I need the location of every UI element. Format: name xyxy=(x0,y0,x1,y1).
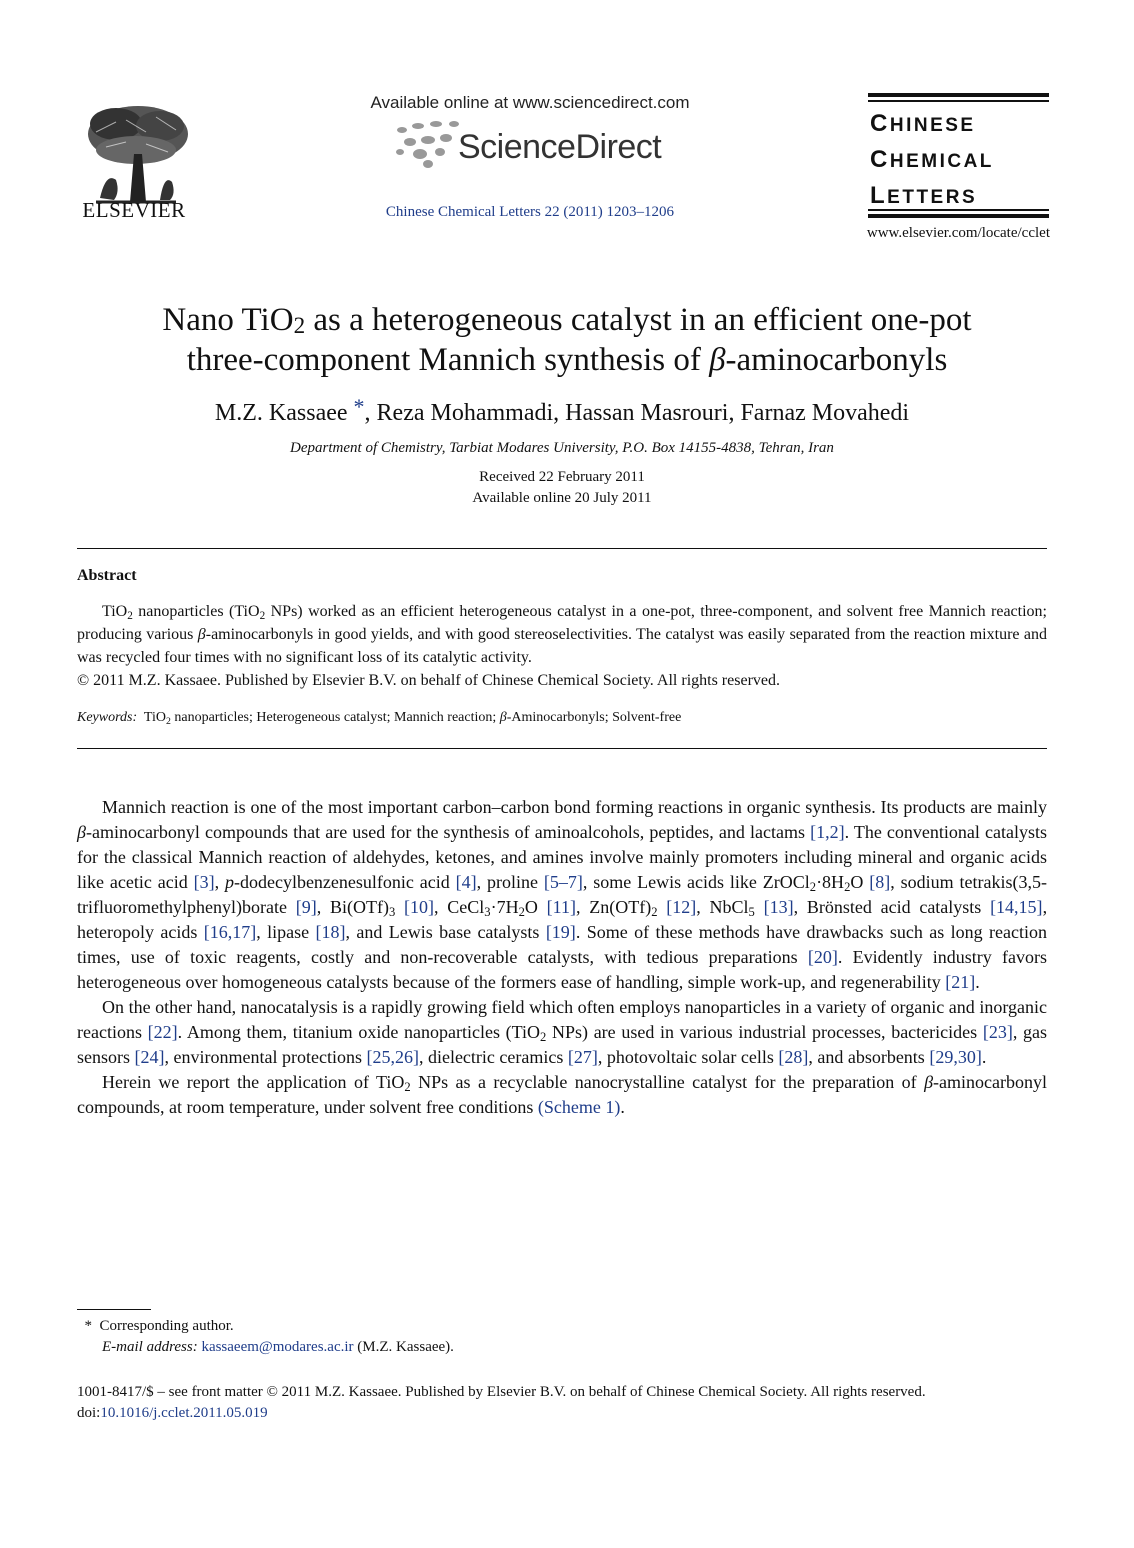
article-title xyxy=(60,300,1074,380)
issn-line: 1001-8417/$ – see front matter © 2011 M.Z. Kassaee. Published by Elsevier B.V. on behalf of Chinese Chemical Society. All rights reserved. xyxy=(77,1384,926,1400)
reference-link[interactable]: [29,30] xyxy=(929,1047,982,1067)
title-text-4: -aminocarbonyls xyxy=(725,342,948,378)
footnote-star: * xyxy=(84,1318,92,1334)
affiliation: Department of Chemistry, Tarbiat Modares University, P.O. Box 14155-4838, Tehran, Iran xyxy=(290,440,834,456)
reference-link[interactable]: [8] xyxy=(869,872,891,892)
footnote xyxy=(77,1316,454,1358)
keywords xyxy=(77,710,1047,726)
reference-link[interactable]: [24] xyxy=(134,1047,165,1067)
abstract-paragraph: TiO$_2$ nanoparticles (TiO$_2$ NPs) worked as an efficient heterogeneous catalyst in a one-pot, three-component, and solvent free Mannich reaction; producing various β-aminocarbonyls in good yields, and with good stereoselectivities. The catalyst was easily separated from the reaction mixture and was recycled four times with no significant loss of its catalytic activity. xyxy=(77,603,1047,666)
corresponding-author-note: Corresponding author. xyxy=(99,1318,234,1334)
scheme-link[interactable]: (Scheme 1) xyxy=(537,1097,621,1117)
title-subscript: 2 xyxy=(293,312,306,338)
reference-link[interactable]: [22] xyxy=(147,1022,178,1042)
publisher-name: ELSEVIER xyxy=(82,198,186,222)
reference-link[interactable]: [23] xyxy=(982,1022,1013,1042)
corresponding-author-link[interactable]: * xyxy=(353,394,365,419)
author-name: M.Z. Kassaee xyxy=(214,400,348,426)
reference-link[interactable]: [18] xyxy=(315,922,346,942)
reference-link[interactable]: [28] xyxy=(778,1047,809,1067)
body-paragraph: On the other hand, nanocatalysis is a rapidly growing field which often employs nanoparticles in a variety of organic and inorganic reactions [22]. Among them, titanium oxide nanoparticles (TiO$_2$ NPs) are used in various industrial processes, bactericides [23], gas sensors [24], environmental protections [25,26], dielectric ceramics [27], photovoltaic solar cells [28], and absorbents [29,30]. xyxy=(77,997,1048,1067)
reference-link[interactable]: [19] xyxy=(545,922,576,942)
email-owner: (M.Z. Kassaee). xyxy=(357,1339,454,1355)
body-paragraph: Mannich reaction is one of the most important carbon–carbon bond forming reactions in organic synthesis. Its products are mainly β-aminocarbonyl compounds that are used for the synthesis of aminoalcohols, peptides, and lactams [1,2]. The conventional catalysts for the classical Mannich reaction of aldehydes, ketones, and amines involve mainly promoters including mineral and organic acids like acetic acid [3], p-dodecylbenzenesulfonic acid [4], proline [5–7], some Lewis acids like $ZrOCl_2\cdot 8H_2O$ [8], sodium tetrakis(3,5-trifluoromethylphenyl)borate [9], $Bi(OTf)_3$ [10], $CeCl_3\cdot 7H_2O$ [11], $Zn(OTf)_2$ [12], NbCl$_5$ [13], Brönsted acid catalysts [14,15], heteropoly acids [16,17], lipase [18], and Lewis base catalysts [19]. Some of these methods have drawbacks such as long reaction times, use of toxic reagents, costly and non-recoverable catalysts, with tedious preparations [20]. Evidently industry favors heterogeneous over homogeneous catalysts because of the formers ease of handling, simple work-up, and regenerability [21]. xyxy=(77,797,1048,992)
page-footer xyxy=(77,1382,1057,1424)
title-text-3: three-component Mannich synthesis of xyxy=(186,342,710,378)
reference-link[interactable]: [20] xyxy=(807,947,838,967)
reference-link[interactable]: [21] xyxy=(945,972,976,992)
reference-link[interactable]: [1,2] xyxy=(810,822,845,842)
reference-link[interactable]: [16,17] xyxy=(203,922,257,942)
journal-logo xyxy=(868,93,1049,221)
keywords-list: TiO$_2$ nanoparticles; Heterogeneous catalyst; Mannich reaction; β-Aminocarbonyls; Solvent-free xyxy=(143,710,682,727)
received-date: Received 22 February 2011 xyxy=(479,469,645,485)
keywords-label: Keywords: xyxy=(77,710,138,725)
author-list xyxy=(60,394,1064,427)
reference-link[interactable]: [25,26] xyxy=(366,1047,419,1067)
abstract-heading: Abstract xyxy=(77,567,137,584)
email-link[interactable]: kassaeem@modares.ac.ir xyxy=(201,1339,354,1355)
reference-link[interactable]: [3] xyxy=(193,872,215,892)
reference-link[interactable]: [12] xyxy=(666,897,697,917)
title-beta: β xyxy=(709,342,726,378)
reference-link[interactable]: [10] xyxy=(404,897,435,917)
sciencedirect-wordmark: ScienceDirect xyxy=(458,128,662,166)
abstract-copyright: © 2011 M.Z. Kassaee. Published by Elsevier B.V. on behalf of Chinese Chemical Society. All rights reserved. xyxy=(77,672,780,689)
body-paragraph: Herein we report the application of TiO$_2$ NPs as a recyclable nanocrystalline catalyst for the preparation of β-aminocarbonyl compounds, at room temperature, under solvent free conditions (Scheme 1). xyxy=(77,1072,1048,1117)
doi-label: doi: xyxy=(77,1405,101,1421)
reference-link[interactable]: [14,15] xyxy=(990,897,1043,917)
journal-citation-link[interactable]: Chinese Chemical Letters 22 (2011) 1203–1206 xyxy=(385,204,675,220)
reference-link[interactable]: [11] xyxy=(546,897,576,917)
available-online-text: Available online at www.sciencedirect.com xyxy=(370,93,690,112)
email-label: E-mail address: xyxy=(102,1339,198,1355)
available-date: Available online 20 July 2011 xyxy=(472,490,652,506)
divider xyxy=(77,548,1047,549)
reference-link[interactable]: [13] xyxy=(763,897,794,917)
footnote-divider xyxy=(77,1309,151,1310)
article-body xyxy=(77,795,1047,1120)
abstract-body xyxy=(77,600,1047,692)
author-names: , Reza Mohammadi, Hassan Masrouri, Farnaz Movahedi xyxy=(364,400,910,426)
reference-link[interactable]: [5–7] xyxy=(543,872,583,892)
doi-link[interactable]: 10.1016/j.cclet.2011.05.019 xyxy=(100,1405,268,1421)
reference-link[interactable]: [9] xyxy=(295,897,317,917)
title-text-1: Nano TiO xyxy=(162,302,294,338)
divider xyxy=(77,748,1047,749)
journal-logo-text: CHINESE CHEMICAL LETTERS xyxy=(870,110,994,209)
title-text-2: as a heterogeneous catalyst in an efficient one-pot xyxy=(305,302,972,338)
reference-link[interactable]: [27] xyxy=(567,1047,598,1067)
reference-link[interactable]: [4] xyxy=(455,872,477,892)
article-dates xyxy=(60,467,1064,509)
journal-url: www.elsevier.com/locate/cclet xyxy=(866,225,1050,241)
